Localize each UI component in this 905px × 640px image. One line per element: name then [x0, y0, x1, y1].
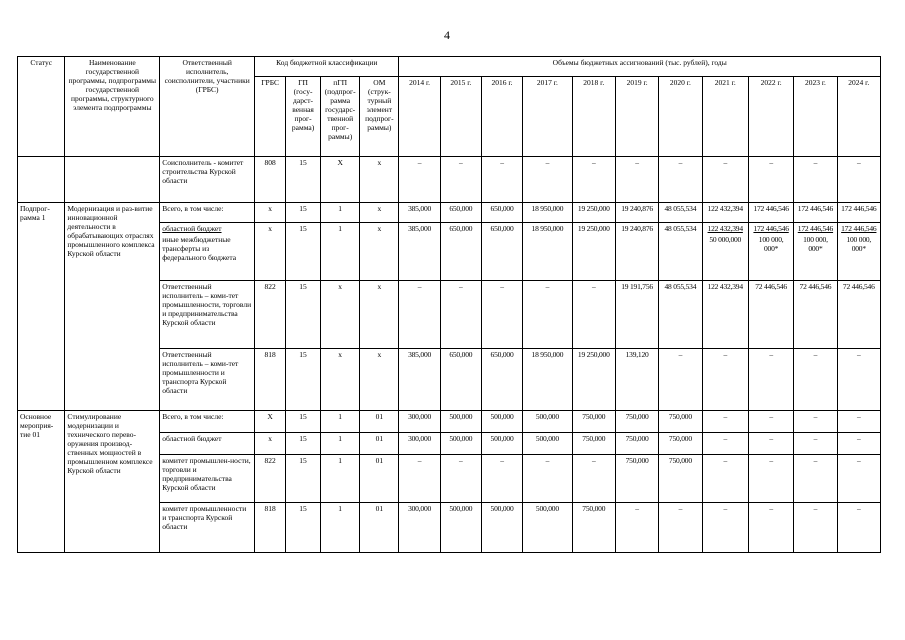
- code-om: 01: [360, 503, 399, 553]
- value-cell: 750,000: [659, 411, 702, 433]
- header-executor: Ответственный исполнитель, соисполнители, участники (ГРБС): [160, 57, 255, 157]
- code-gp: 15: [286, 349, 321, 411]
- header-year: 2016 г.: [481, 77, 522, 157]
- value-cell: –: [399, 157, 440, 203]
- value-cell: –: [440, 281, 481, 349]
- header-code-gp: ГП (госу-дарст-венная прог-рамма): [286, 77, 321, 157]
- value-cell: –: [523, 455, 572, 503]
- code-pgp: 1: [321, 433, 360, 455]
- value-cell: –: [748, 349, 793, 411]
- code-om: 01: [360, 411, 399, 433]
- status-event-01: Основное мероприя-тие 01: [18, 411, 65, 553]
- value-cell: 500,000: [523, 503, 572, 553]
- code-om: х: [360, 281, 399, 349]
- value-cell: 750,000: [572, 503, 615, 553]
- value-cell: –: [794, 349, 837, 411]
- value-cell: –: [837, 503, 880, 553]
- value-cell: –: [440, 455, 481, 503]
- code-grbs: 818: [255, 349, 286, 411]
- header-year: 2019 г.: [615, 77, 658, 157]
- code-gp: 15: [286, 503, 321, 553]
- value-cell: –: [837, 455, 880, 503]
- value-cell: –: [572, 157, 615, 203]
- value-cell: 19 250,000: [572, 349, 615, 411]
- header-status: Статус: [18, 57, 65, 157]
- code-grbs: х: [255, 203, 286, 223]
- value-cell: –: [702, 157, 748, 203]
- value-cell: –: [481, 455, 522, 503]
- value-cell: 72 446,546: [748, 281, 793, 349]
- value-cell: –: [659, 349, 702, 411]
- executor-cell: Соисполнитель - комитет строительства Курской области: [160, 157, 255, 203]
- value-cell: 172 446,546 100 000, 000*: [794, 223, 837, 281]
- value-cell: –: [659, 503, 702, 553]
- value-cell: 19 250,000: [572, 223, 615, 281]
- value-cell: –: [837, 411, 880, 433]
- value-cell: –: [794, 433, 837, 455]
- header-code-grbs: ГРБС: [255, 77, 286, 157]
- code-pgp: х: [321, 281, 360, 349]
- code-gp: 15: [286, 411, 321, 433]
- code-grbs: 822: [255, 281, 286, 349]
- code-om: х: [360, 349, 399, 411]
- value-cell: –: [702, 349, 748, 411]
- executor-cell: комитет промышленности и транспорта Курской области: [160, 503, 255, 553]
- value-cell: 300,000: [399, 433, 440, 455]
- status-subprogram-1: Подпрог-рамма 1: [18, 203, 65, 411]
- value-cell: 48 055,534: [659, 203, 702, 223]
- value-cell: 750,000: [659, 455, 702, 503]
- header-year: 2021 г.: [702, 77, 748, 157]
- value-cell: 72 446,546: [837, 281, 880, 349]
- code-gp: 15: [286, 433, 321, 455]
- value-cell: –: [748, 411, 793, 433]
- value-cell: –: [837, 433, 880, 455]
- name-event-01: Стимулирование модернизации и технического перево-оружения производ-ственных мощностей в промышленном комплексе Курской области: [65, 411, 160, 553]
- value-cell: 19 250,000: [572, 203, 615, 223]
- value-cell: –: [748, 503, 793, 553]
- value-cell: –: [794, 411, 837, 433]
- budget-table: [17, 56, 881, 553]
- value-cell: 300,000: [399, 503, 440, 553]
- executor-cell: Ответственный исполнитель – коми-тет промышленности и транспорта Курской области: [160, 349, 255, 411]
- code-grbs: х: [255, 223, 286, 281]
- header-volume-group: Объемы бюджетных ассигнований (тыс. рублей), годы: [399, 57, 881, 77]
- value-cell: –: [572, 281, 615, 349]
- value-cell: 172 446,546: [748, 203, 793, 223]
- header-year: 2023 г.: [794, 77, 837, 157]
- value-cell: 172 446,546 100 000, 000*: [748, 223, 793, 281]
- value-cell: 122 432,394: [702, 281, 748, 349]
- value-cell: –: [572, 455, 615, 503]
- executor-cell: комитет промышлен-ности, торговли и предпринимательства Курской области: [160, 455, 255, 503]
- value-cell: 48 055,534: [659, 223, 702, 281]
- value-cell: 139,120: [615, 349, 658, 411]
- header-code-pgp: пГП (подпрог-рамма государс-твенной прог-раммы): [321, 77, 360, 157]
- code-pgp: 1: [321, 455, 360, 503]
- value-cell: 750,000: [572, 411, 615, 433]
- value-cell: 750,000: [615, 455, 658, 503]
- header-year: 2017 г.: [523, 77, 572, 157]
- executor-cell: областной бюджет: [160, 433, 255, 455]
- value-cell: 19 240,876: [615, 223, 658, 281]
- value-cell: –: [702, 411, 748, 433]
- value-cell: 500,000: [440, 503, 481, 553]
- value-cell: 172 446,546 100 000, 000*: [837, 223, 880, 281]
- code-pgp: 1: [321, 503, 360, 553]
- status-cell-empty: [18, 157, 65, 203]
- code-grbs: Х: [255, 411, 286, 433]
- value-cell: 18 950,000: [523, 223, 572, 281]
- executor-cell: Всего, в том числе:: [160, 411, 255, 433]
- code-grbs: 818: [255, 503, 286, 553]
- header-year: 2015 г.: [440, 77, 481, 157]
- value-cell: 650,000: [481, 349, 522, 411]
- value-cell: 650,000: [440, 349, 481, 411]
- header-year: 2024 г.: [837, 77, 880, 157]
- value-cell: 385,000: [399, 349, 440, 411]
- value-cell: –: [748, 157, 793, 203]
- code-grbs: 808: [255, 157, 286, 203]
- value-cell: 500,000: [481, 503, 522, 553]
- value-cell: 122 432,394 50 000,000: [702, 223, 748, 281]
- header-year: 2020 г.: [659, 77, 702, 157]
- value-cell: –: [615, 157, 658, 203]
- header-name: Наименование государственной программы, подпрограммы государственной программы, структурного элемента подпрограммы: [65, 57, 160, 157]
- header-code-group: Код бюджетной классификации: [255, 57, 399, 77]
- value-cell: 172 446,546: [794, 203, 837, 223]
- value-cell: –: [748, 433, 793, 455]
- value-cell: 122 432,394: [702, 203, 748, 223]
- executor-federal-transfers: иные межбюджетные трансферты из федерального бюджета: [162, 235, 237, 262]
- value-cell: 385,000: [399, 203, 440, 223]
- value-cell: 650,000: [440, 223, 481, 281]
- value-cell: –: [399, 281, 440, 349]
- value-cell: 500,000: [440, 411, 481, 433]
- value-cell: 500,000: [440, 433, 481, 455]
- header-year: 2014 г.: [399, 77, 440, 157]
- value-cell: 650,000: [440, 203, 481, 223]
- header-year: 2018 г.: [572, 77, 615, 157]
- value-cell: –: [794, 455, 837, 503]
- value-cell: 19 240,876: [615, 203, 658, 223]
- value-cell: –: [702, 455, 748, 503]
- code-gp: 15: [286, 203, 321, 223]
- value-cell: –: [440, 157, 481, 203]
- code-gp: 15: [286, 157, 321, 203]
- value-cell: 750,000: [615, 411, 658, 433]
- value-cell: 385,000: [399, 223, 440, 281]
- code-om: х: [360, 203, 399, 223]
- table-row: [18, 157, 881, 203]
- header-year: 2022 г.: [748, 77, 793, 157]
- value-cell: –: [794, 503, 837, 553]
- value-cell: –: [702, 503, 748, 553]
- table-row: [18, 411, 881, 433]
- value-cell: –: [399, 455, 440, 503]
- value-cell: 750,000: [659, 433, 702, 455]
- executor-cell: Ответственный исполнитель – коми-тет промышленности, торговли и предпринимательства Курской области: [160, 281, 255, 349]
- value-cell: –: [837, 349, 880, 411]
- value-cell: 72 446,546: [794, 281, 837, 349]
- code-om: х: [360, 157, 399, 203]
- value-cell: 18 950,000: [523, 203, 572, 223]
- value-cell: –: [481, 157, 522, 203]
- value-cell: 750,000: [572, 433, 615, 455]
- value-cell: 500,000: [481, 433, 522, 455]
- code-om: х: [360, 223, 399, 281]
- value-cell: –: [659, 157, 702, 203]
- code-pgp: 1: [321, 223, 360, 281]
- value-cell: 18 950,000: [523, 349, 572, 411]
- value-cell: –: [794, 157, 837, 203]
- code-om: 01: [360, 433, 399, 455]
- value-cell: –: [748, 455, 793, 503]
- value-cell: –: [523, 281, 572, 349]
- value-cell: –: [523, 157, 572, 203]
- code-grbs: х: [255, 433, 286, 455]
- value-cell: 500,000: [523, 433, 572, 455]
- code-pgp: х: [321, 349, 360, 411]
- name-cell-empty: [65, 157, 160, 203]
- code-gp: 15: [286, 223, 321, 281]
- value-cell: –: [481, 281, 522, 349]
- executor-regional-budget: областной бюджет: [162, 224, 222, 233]
- header-code-om: ОМ (струк-турный элемент подпрог-раммы): [360, 77, 399, 157]
- executor-cell: Всего, в том числе:: [160, 203, 255, 223]
- name-subprogram-1: Модернизация и раз-витие инновационной деятельности в обрабатывающих отраслях промышленного комплекса Курской области: [65, 203, 160, 411]
- code-gp: 15: [286, 455, 321, 503]
- value-cell: 650,000: [481, 223, 522, 281]
- value-cell: –: [837, 157, 880, 203]
- table-row: [18, 203, 881, 223]
- value-cell: 500,000: [481, 411, 522, 433]
- code-pgp: 1: [321, 411, 360, 433]
- value-cell: 300,000: [399, 411, 440, 433]
- code-om: 01: [360, 455, 399, 503]
- value-cell: 48 055,534: [659, 281, 702, 349]
- value-cell: –: [615, 503, 658, 553]
- value-cell: 19 191,756: [615, 281, 658, 349]
- code-grbs: 822: [255, 455, 286, 503]
- value-cell: 750,000: [615, 433, 658, 455]
- code-pgp: Х: [321, 157, 360, 203]
- code-pgp: 1: [321, 203, 360, 223]
- page-number: 4: [444, 28, 450, 42]
- code-gp: 15: [286, 281, 321, 349]
- value-cell: 650,000: [481, 203, 522, 223]
- executor-cell: [160, 223, 255, 281]
- value-cell: 500,000: [523, 411, 572, 433]
- value-cell: 172 446,546: [837, 203, 880, 223]
- value-cell: –: [702, 433, 748, 455]
